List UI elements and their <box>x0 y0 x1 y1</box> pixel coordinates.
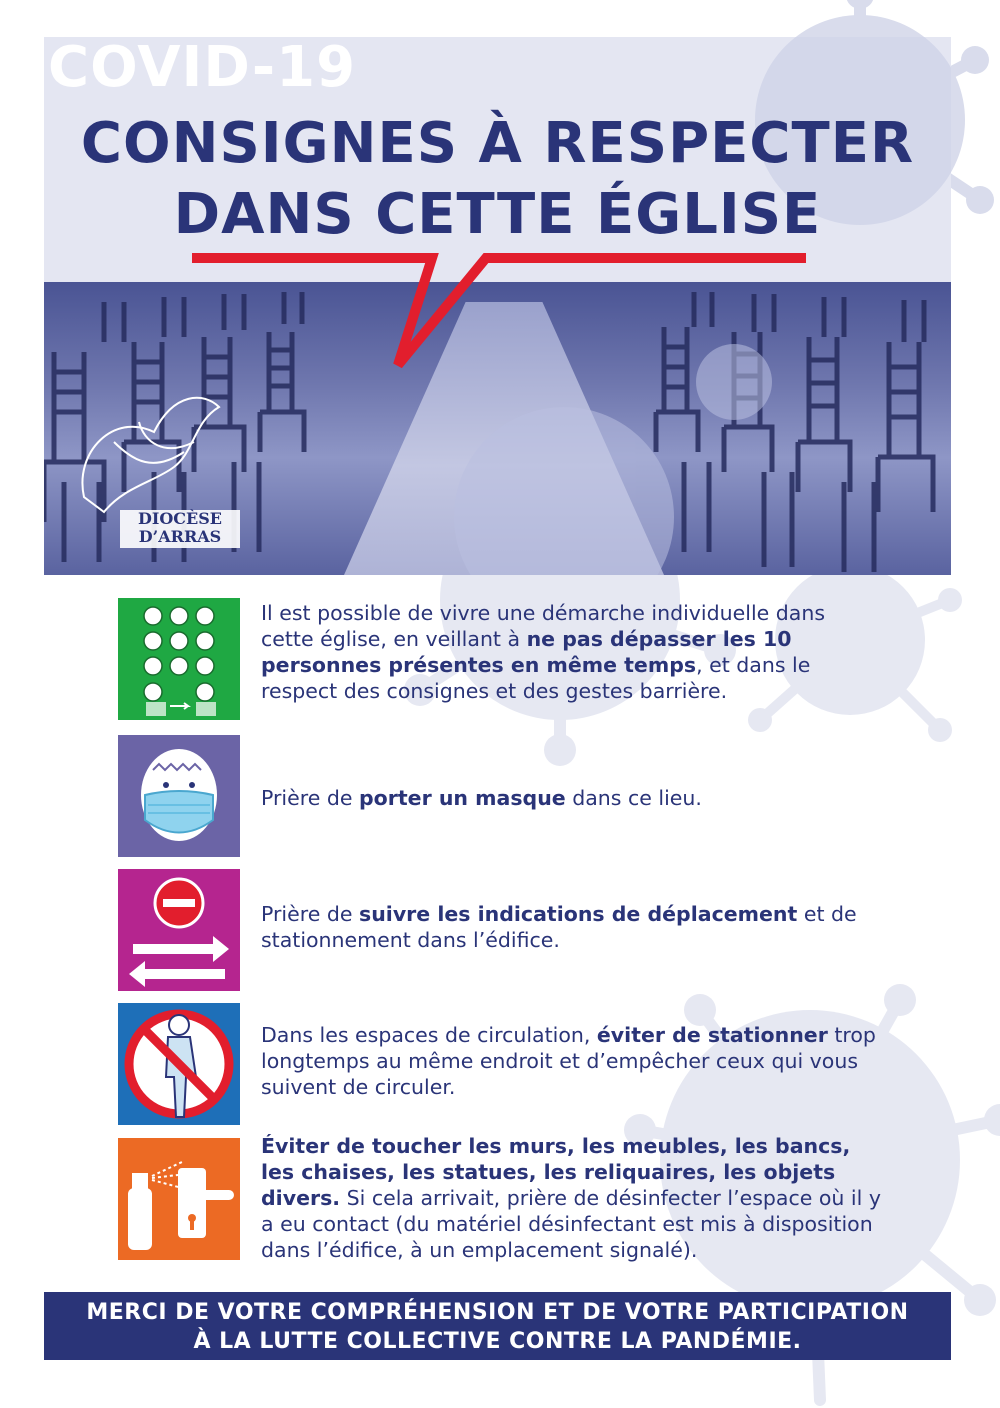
rule-text-segment: dans ce lieu. <box>565 786 702 810</box>
rule-text-segment: Dans les espaces de circulation, <box>261 1023 597 1047</box>
rule-3-text <box>261 901 881 953</box>
logo-line-1: DIOCÈSE <box>138 509 222 528</box>
rule-text-segment: Si cela arrivait, prière de désinfecter l’espace où il y a eu contact (du matériel désinfectant est mis à disposition dans l’édifice, à un emplacement signalé). <box>261 1186 881 1262</box>
rule-emphasis-text: éviter de stationner <box>596 1023 828 1047</box>
disinfect-icon <box>118 1138 240 1260</box>
footer-line-1: MERCI DE VOTRE COMPRÉHENSION ET DE VOTRE PARTICIPATION <box>86 1300 909 1325</box>
rule-4-text <box>261 1022 881 1100</box>
rule-emphasis-text: Éviter de toucher les murs, les meubles, les bancs, les chaises, les statues, les reliquaires, les objets divers. <box>261 1134 851 1210</box>
rule-text-segment: Il est possible de vivre une démarche individuelle dans cette église, en veillant à <box>261 601 826 651</box>
covid-label: COVID-19 <box>48 37 357 100</box>
rule-5-text <box>261 1133 881 1263</box>
one-way-icon <box>118 869 240 991</box>
rule-2-text <box>261 785 881 811</box>
rule-emphasis-text: porter un masque <box>359 786 566 810</box>
no-loitering-icon <box>118 1003 240 1125</box>
rule-1-text <box>261 600 881 704</box>
mask-icon <box>118 735 240 857</box>
title-line-2: DANS CETTE ÉGLISE <box>173 182 822 247</box>
rule-text-segment: et de stationnement dans l’édifice. <box>261 902 857 952</box>
rule-text-segment: , et dans le respect des consignes et des gestes barrière. <box>261 653 811 703</box>
footer-banner <box>44 1292 951 1360</box>
rule-emphasis-text: ne pas dépasser les 10 personnes présentes en même temps <box>261 627 792 677</box>
logo-text <box>120 510 240 546</box>
rule-emphasis-text: suivre les indications de déplacement <box>359 902 798 926</box>
footer-line-2: À LA LUTTE COLLECTIVE CONTRE LA PANDÉMIE. <box>193 1329 802 1354</box>
speech-pointer-icon <box>0 0 1000 400</box>
rule-text-segment: Prière de <box>261 902 359 926</box>
title-line-1: CONSIGNES À RESPECTER <box>80 111 915 176</box>
rule-text-segment: trop longtemps au même endroit et d’empêcher ceux qui vous suivent de circuler. <box>261 1023 876 1099</box>
people-limit-icon <box>118 598 240 720</box>
logo-line-2: D’ARRAS <box>138 527 222 546</box>
rule-text-segment: Prière de <box>261 786 359 810</box>
